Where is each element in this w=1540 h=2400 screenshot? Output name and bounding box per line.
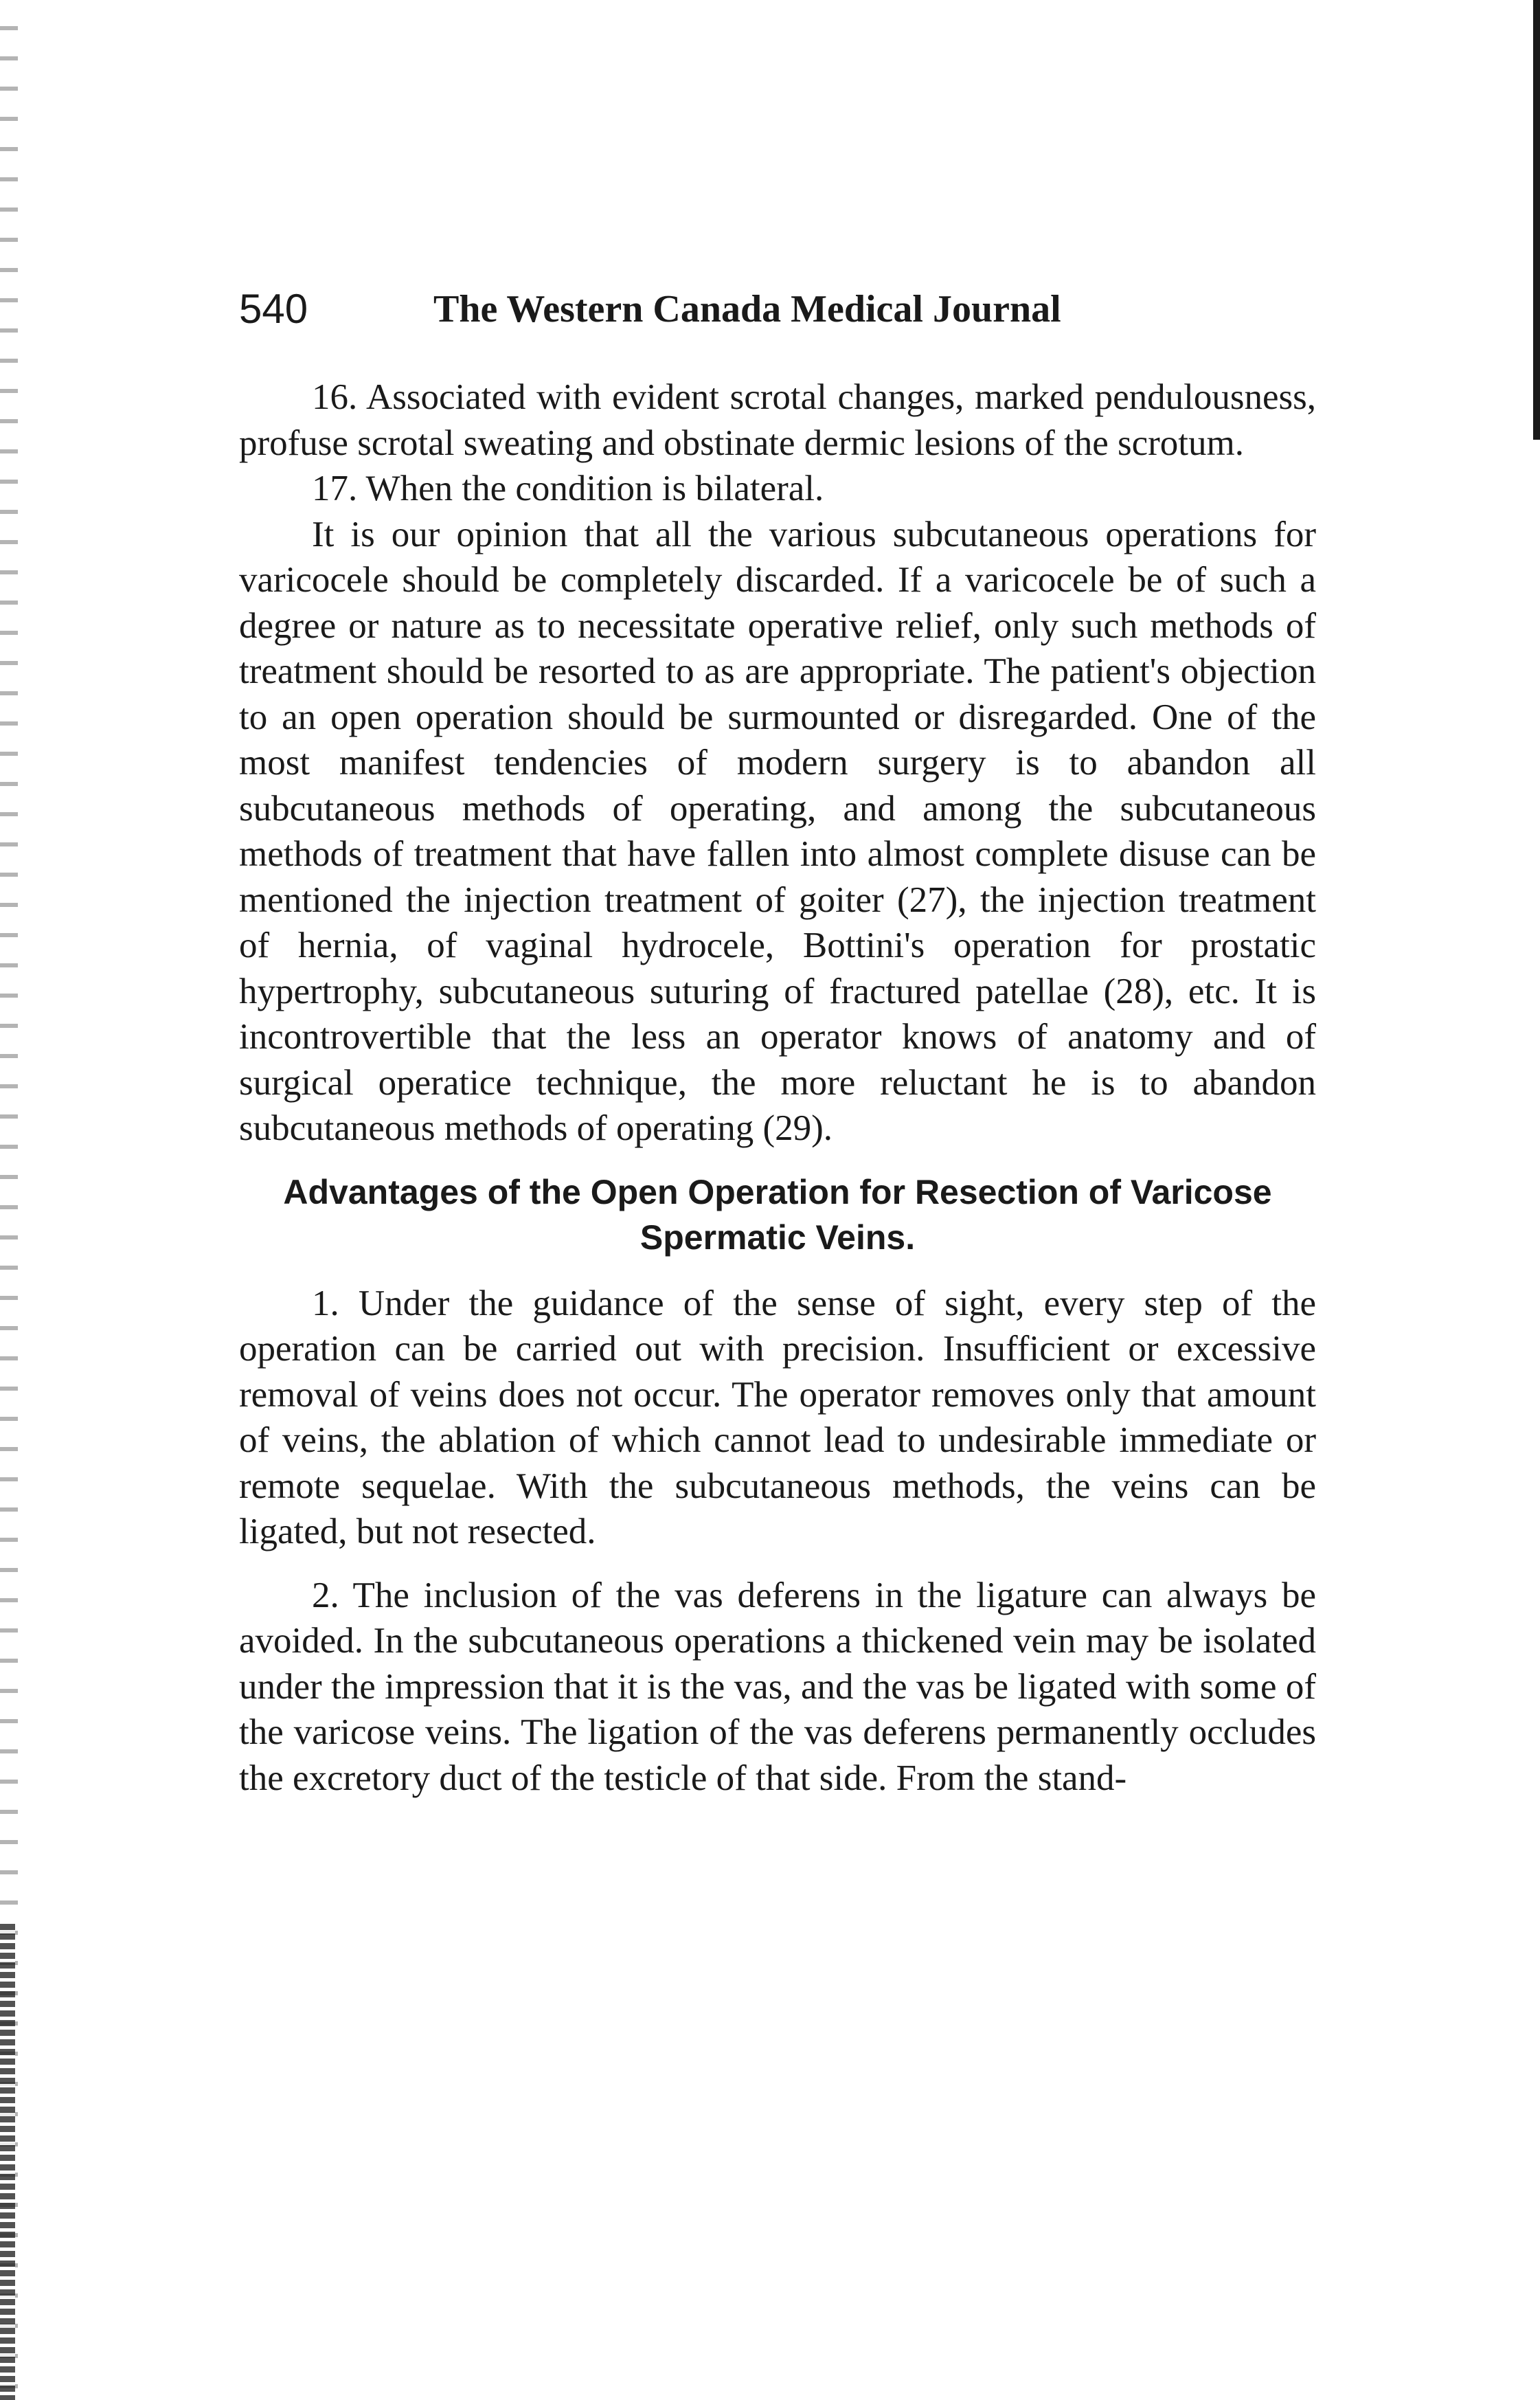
advantage-1-paragraph: 1. Under the guidance of the sense of sight, every step of the operation can be carried out with precision. Insufficient or excessive removal of veins does not occur. The operator removes only that amount of veins, the ablation of which cannot lead to undesirable immediate or remote sequelae. With the subcutaneous methods, the veins can be ligated, but not resected. [239,1283,1316,1551]
scan-edge-left-lower [0,1924,15,2400]
scan-edge-right [1533,0,1540,440]
journal-title: The Western Canada Medical Journal [433,288,1061,330]
list-item-16: 16. Associated with evident scrotal changes, marked pendulousness, profuse scrotal sweating and obstinate dermic lesions of the scrotum. [239,377,1316,463]
advantage-2-paragraph: 2. The inclusion of the vas deferens in the ligature can always be avoided. In the subcutaneous operations a thickened vein may be isolated under the impression that it is the vas, and the vas be ligated with some of the varicose veins. The ligation of the vas deferens permanently occludes the excretory duct of the testicle of that side. From the stand- [239,1575,1316,1798]
opinion-paragraph: It is our opinion that all the various subcutaneous operations for varicocele should be completely discarded. If a varicocele be of such a degree or nature as to necessitate operative relief, only such methods of treatment should be resorted to as are appropriate. The patient's objection to an open operation should be surmounted or disregarded. One of the most manifest tendencies of modern surgery is to abandon all subcutaneous methods of operating, and among the subcutaneous methods of treatment that have fallen into almost complete disuse can be mentioned the injection treatment of goiter (27), the injection treatment of hernia, of vaginal hydrocele, Bottini's operation for prostatic hypertrophy, subcutaneous suturing of fractured patellae (28), etc. It is incontrovertible that the less an operator knows of anatomy and of surgical operatice technique, the more reluctant he is to abandon subcutaneous methods of operating (29). [239,514,1316,1148]
list-item-17: 17. When the condition is bilateral. [312,469,824,508]
page-header [239,282,1324,337]
article-body [239,374,1316,1801]
page-number: 540 [239,286,308,332]
section-heading: Advantages of the Open Operation for Resection of Varicose Spermatic Veins. [283,1172,1272,1257]
